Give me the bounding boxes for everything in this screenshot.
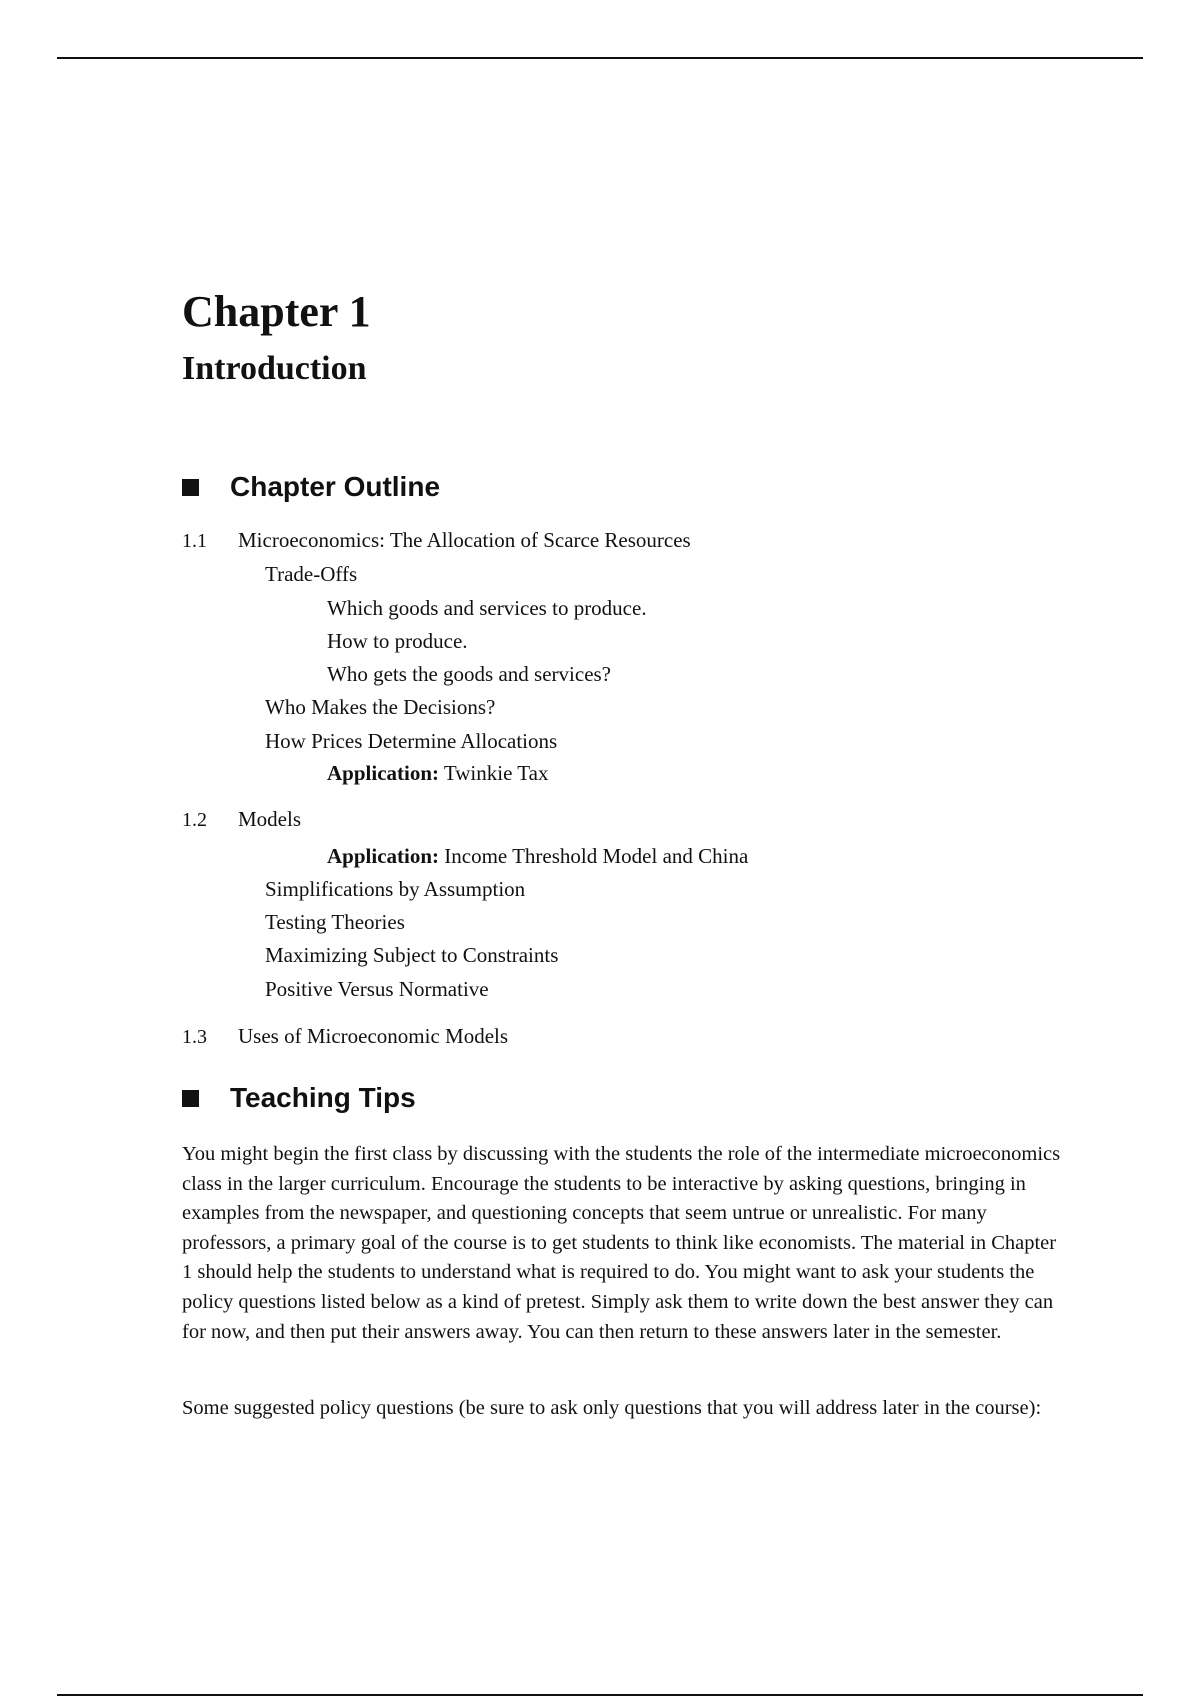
section-number: 1.3	[182, 1026, 207, 1048]
section-number: 1.1	[182, 530, 207, 552]
teaching-tips-heading	[182, 1084, 416, 1112]
application-text: Income Threshold Model and China	[444, 844, 749, 868]
outline-application-item	[327, 763, 548, 784]
outline-item: Which goods and services to produce.	[327, 596, 647, 620]
bottom-rule	[57, 1694, 1143, 1696]
outline-item: How to produce.	[327, 629, 468, 653]
outline-item: Trade-Offs	[265, 562, 358, 586]
square-bullet-icon	[182, 1090, 199, 1107]
application-text: Twinkie Tax	[443, 761, 549, 785]
chapter-title: Introduction	[182, 350, 367, 387]
section-title: Models	[238, 807, 301, 831]
outline-item: Positive Versus Normative	[265, 977, 489, 1001]
outline-item: How Prices Determine Allocations	[265, 729, 558, 753]
outline-application-item	[327, 846, 748, 867]
teaching-tips-heading-text: Teaching Tips	[230, 1082, 416, 1113]
section-title: Microeconomics: The Allocation of Scarce Resources	[238, 528, 691, 552]
outline-item: Who gets the goods and services?	[327, 662, 612, 686]
application-label: Application:	[327, 761, 440, 785]
chapter-outline-heading-text: Chapter Outline	[230, 471, 441, 502]
section-number: 1.2	[182, 809, 207, 831]
chapter-number: Chapter 1	[182, 287, 371, 336]
teaching-tips-paragraph: You might begin the first class by discussing with the students the role of the intermediate microeconomics class in the larger curriculum. Encourage the students to be interactive by asking questions, bringing in examples from the newspaper, and questioning concepts that seem untrue or unrealistic. For many professors, a primary goal of the course is to get students to think like economists. The material in Chapter 1 should help the students to understand what is required to do. You might want to ask your students the policy questions listed below as a kind of pretest. Simply ask them to write down the best answer they can for now, and then put their answers away. You can then return to these answers later in the semester.	[182, 1143, 1061, 1343]
chapter-outline-heading	[182, 473, 440, 501]
teaching-tips-paragraph: Some suggested policy questions (be sure to ask only questions that you will address later in the course):	[182, 1397, 1042, 1419]
outline-item: Who Makes the Decisions?	[265, 695, 496, 719]
top-rule	[57, 57, 1143, 59]
section-title: Uses of Microeconomic Models	[238, 1024, 509, 1048]
outline-item: Simplifications by Assumption	[265, 877, 526, 901]
square-bullet-icon	[182, 479, 199, 496]
outline-item: Maximizing Subject to Constraints	[265, 943, 559, 967]
outline-item: Testing Theories	[265, 910, 405, 934]
application-label: Application:	[327, 844, 440, 868]
